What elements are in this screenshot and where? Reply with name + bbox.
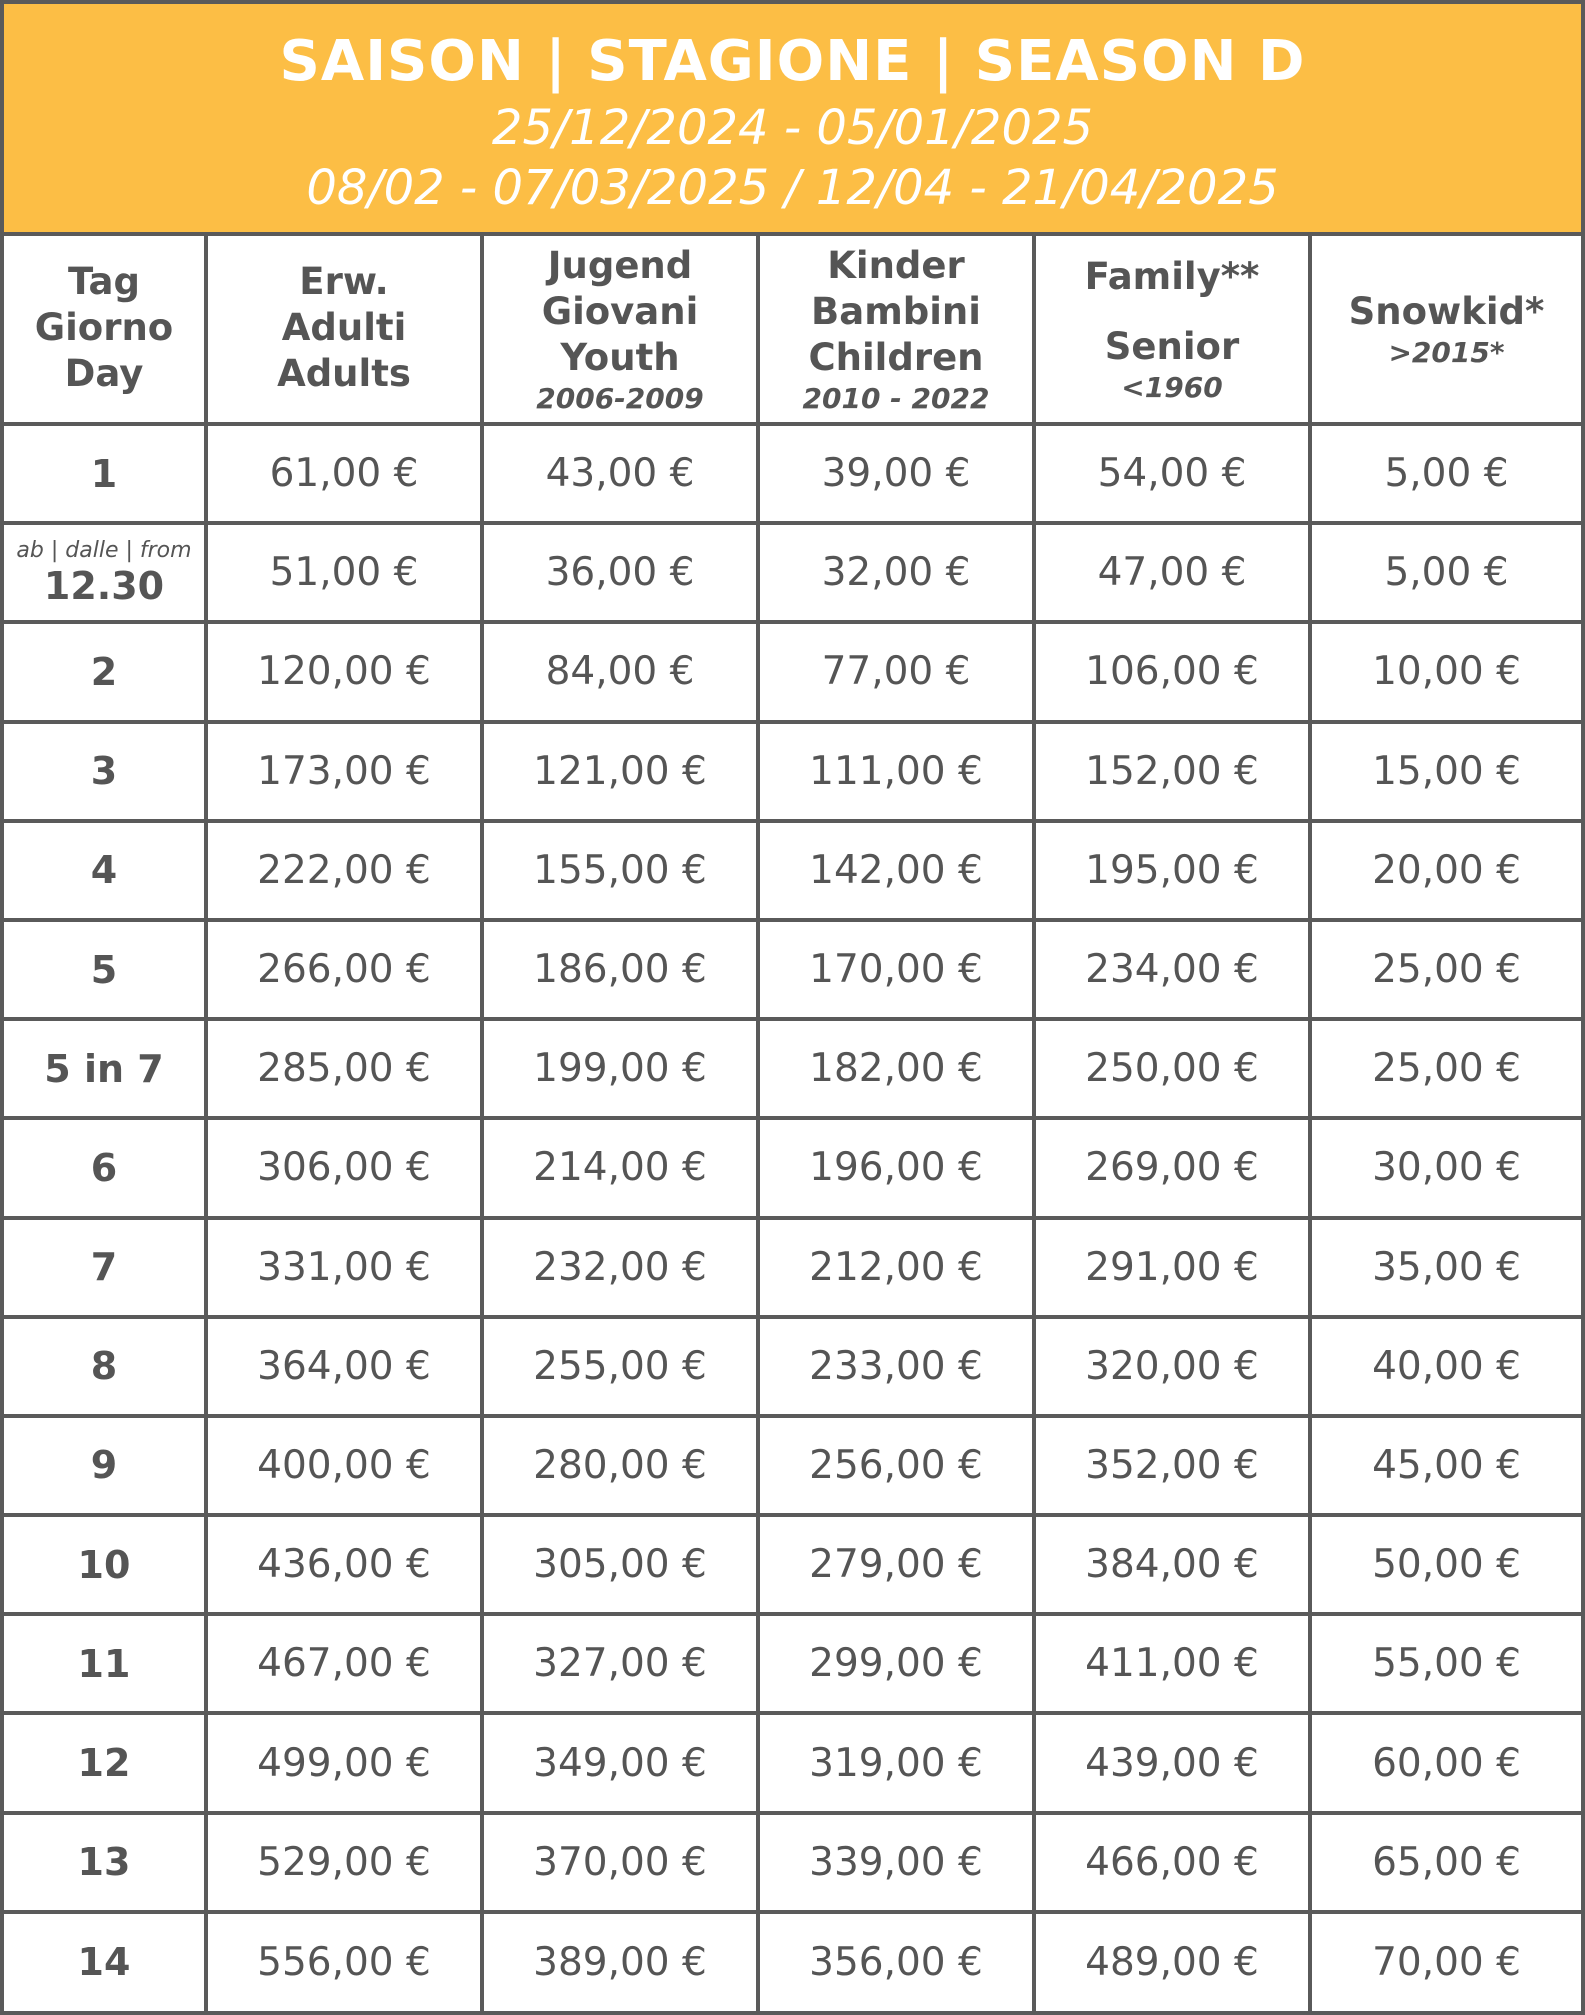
- table-header-row: [4, 236, 1581, 424]
- season-title: SAISON | STAGIONE | SEASON D: [279, 29, 1306, 94]
- day-cell: [4, 523, 206, 622]
- day-label: 7: [90, 1245, 118, 1290]
- price-value: 196,00 €: [809, 1145, 983, 1191]
- price-value: 106,00 €: [1085, 649, 1259, 695]
- column-header-line: Children: [808, 336, 984, 379]
- price-value: 232,00 €: [533, 1244, 707, 1290]
- price-value: 466,00 €: [1085, 1839, 1259, 1885]
- price-cell-youth: [482, 1713, 758, 1812]
- price-value: 255,00 €: [533, 1343, 707, 1389]
- day-label: 1: [90, 451, 118, 496]
- price-cell-family-senior: [1034, 523, 1310, 622]
- price-cell-adults: [206, 1416, 482, 1515]
- column-header-line: Erw.: [299, 260, 389, 303]
- price-value: 370,00 €: [533, 1839, 707, 1885]
- price-cell-youth: [482, 1912, 758, 2011]
- price-cell-children: [758, 1912, 1034, 2011]
- price-cell-adults: [206, 1713, 482, 1812]
- price-cell-youth: [482, 821, 758, 920]
- price-cell-children: [758, 1317, 1034, 1416]
- table-row: [4, 1416, 1581, 1515]
- day-label: 5: [90, 947, 118, 992]
- price-value: 111,00 €: [809, 748, 983, 794]
- price-value: 384,00 €: [1085, 1542, 1259, 1588]
- price-cell-snowkid: [1310, 1218, 1581, 1317]
- price-cell-family-senior: [1034, 722, 1310, 821]
- price-value: 556,00 €: [257, 1939, 431, 1985]
- day-cell: [4, 1614, 206, 1713]
- day-label: 2: [90, 649, 118, 694]
- day-cell: [4, 722, 206, 821]
- price-value: 212,00 €: [809, 1244, 983, 1290]
- price-cell-adults: [206, 821, 482, 920]
- day-label: 8: [90, 1344, 118, 1389]
- price-value: 152,00 €: [1085, 748, 1259, 794]
- table-row: [4, 1019, 1581, 1118]
- price-value: 32,00 €: [821, 550, 971, 596]
- price-value: 36,00 €: [545, 550, 695, 596]
- day-label: 9: [90, 1443, 118, 1488]
- table-row: [4, 821, 1581, 920]
- price-cell-family-senior: [1034, 1515, 1310, 1614]
- price-cell-snowkid: [1310, 1317, 1581, 1416]
- price-value: 51,00 €: [269, 550, 419, 596]
- price-cell-family-senior: [1034, 1614, 1310, 1713]
- price-value: 30,00 €: [1372, 1145, 1521, 1191]
- price-value: 182,00 €: [809, 1046, 983, 1092]
- price-cell-children: [758, 523, 1034, 622]
- table-row: [4, 1912, 1581, 2011]
- column-header-line: Kinder: [827, 244, 965, 287]
- price-value: 529,00 €: [257, 1839, 431, 1885]
- price-cell-youth: [482, 1614, 758, 1713]
- price-value: 199,00 €: [533, 1046, 707, 1092]
- price-cell-youth: [482, 920, 758, 1019]
- column-header-line: Giovani: [541, 290, 699, 333]
- price-cell-family-senior: [1034, 1416, 1310, 1515]
- price-cell-youth: [482, 1515, 758, 1614]
- price-cell-family-senior: [1034, 821, 1310, 920]
- day-cell: [4, 1317, 206, 1416]
- table-row: [4, 1614, 1581, 1713]
- season-dates-primary: 25/12/2024 - 05/01/2025: [491, 100, 1094, 156]
- day-cell: [4, 1218, 206, 1317]
- column-header-labels: [208, 259, 480, 397]
- price-cell-youth: [482, 523, 758, 622]
- day-label: 11: [77, 1641, 131, 1686]
- price-value: 70,00 €: [1372, 1939, 1521, 1985]
- column-header-subtitle: 2006-2009: [536, 382, 704, 415]
- price-cell-youth: [482, 1813, 758, 1912]
- column-header-line: Youth: [560, 336, 680, 379]
- price-value: 352,00 €: [1085, 1442, 1259, 1488]
- column-header-line: Tag: [68, 260, 140, 303]
- price-value: 339,00 €: [809, 1839, 983, 1885]
- price-cell-children: [758, 622, 1034, 721]
- price-cell-family-senior: [1034, 1317, 1310, 1416]
- column-header-children: [758, 236, 1034, 424]
- price-cell-youth: [482, 1118, 758, 1217]
- day-cell: [4, 1416, 206, 1515]
- price-value: 320,00 €: [1085, 1343, 1259, 1389]
- day-label: 12: [77, 1741, 131, 1786]
- column-header-day: [4, 236, 206, 424]
- price-value: 25,00 €: [1372, 947, 1521, 993]
- column-header-labels: [1036, 254, 1308, 370]
- price-table: [4, 236, 1581, 2011]
- price-cell-youth: [482, 424, 758, 523]
- day-cell: [4, 1118, 206, 1217]
- price-value: 319,00 €: [809, 1740, 983, 1786]
- column-header-subtitle: >2015*: [1388, 336, 1505, 369]
- column-header-line: Jugend: [547, 244, 693, 287]
- table-body: [4, 424, 1581, 2011]
- price-value: 25,00 €: [1372, 1046, 1521, 1092]
- price-value: 499,00 €: [257, 1740, 431, 1786]
- day-label: 4: [90, 848, 118, 893]
- price-value: 61,00 €: [269, 451, 419, 497]
- column-header-labels: [760, 243, 1032, 381]
- price-cell-family-senior: [1034, 424, 1310, 523]
- column-header-labels: [4, 259, 204, 397]
- table-row: [4, 1713, 1581, 1812]
- price-cell-children: [758, 1713, 1034, 1812]
- price-cell-snowkid: [1310, 722, 1581, 821]
- column-header-line: Adulti: [281, 306, 407, 349]
- price-cell-snowkid: [1310, 1813, 1581, 1912]
- price-cell-adults: [206, 622, 482, 721]
- price-cell-youth: [482, 1416, 758, 1515]
- price-value: 84,00 €: [545, 649, 695, 695]
- price-value: 266,00 €: [257, 947, 431, 993]
- price-cell-children: [758, 424, 1034, 523]
- price-cell-snowkid: [1310, 1019, 1581, 1118]
- day-cell: [4, 1019, 206, 1118]
- price-value: 5,00 €: [1384, 550, 1509, 596]
- day-cell: [4, 1713, 206, 1812]
- price-value: 439,00 €: [1085, 1740, 1259, 1786]
- price-cell-snowkid: [1310, 1713, 1581, 1812]
- day-label: 6: [90, 1145, 118, 1190]
- price-cell-children: [758, 920, 1034, 1019]
- column-header-labels: [1312, 289, 1581, 335]
- price-value: 20,00 €: [1372, 847, 1521, 893]
- price-cell-youth: [482, 1317, 758, 1416]
- price-cell-snowkid: [1310, 821, 1581, 920]
- column-header-line: Bambini: [811, 290, 981, 333]
- day-label: 3: [90, 749, 118, 794]
- price-value: 489,00 €: [1085, 1939, 1259, 1985]
- price-value: 77,00 €: [821, 649, 971, 695]
- price-value: 299,00 €: [809, 1641, 983, 1687]
- price-cell-family-senior: [1034, 1019, 1310, 1118]
- price-value: 39,00 €: [821, 451, 971, 497]
- day-cell: [4, 622, 206, 721]
- price-value: 364,00 €: [257, 1343, 431, 1389]
- price-value: 43,00 €: [545, 451, 695, 497]
- price-cell-snowkid: [1310, 920, 1581, 1019]
- price-value: 60,00 €: [1372, 1740, 1521, 1786]
- day-cell: [4, 1912, 206, 2011]
- day-cell: [4, 424, 206, 523]
- price-value: 411,00 €: [1085, 1641, 1259, 1687]
- price-value: 436,00 €: [257, 1542, 431, 1588]
- price-cell-children: [758, 1813, 1034, 1912]
- price-cell-family-senior: [1034, 622, 1310, 721]
- day-prefix: ab | dalle | from: [16, 537, 192, 563]
- price-value: 170,00 €: [809, 947, 983, 993]
- price-cell-snowkid: [1310, 1912, 1581, 2011]
- table-row: [4, 523, 1581, 622]
- price-value: 349,00 €: [533, 1740, 707, 1786]
- column-header-line: Snowkid*: [1348, 290, 1545, 333]
- price-cell-snowkid: [1310, 1416, 1581, 1515]
- price-value: 234,00 €: [1085, 947, 1259, 993]
- column-header-line: Adults: [277, 352, 411, 395]
- price-value: 35,00 €: [1372, 1244, 1521, 1290]
- price-value: 142,00 €: [809, 847, 983, 893]
- day-label: 10: [77, 1542, 131, 1587]
- price-cell-children: [758, 1515, 1034, 1614]
- price-value: 121,00 €: [533, 748, 707, 794]
- table-row: [4, 722, 1581, 821]
- price-value: 256,00 €: [809, 1442, 983, 1488]
- day-cell: [4, 1515, 206, 1614]
- price-cell-children: [758, 1118, 1034, 1217]
- table-row: [4, 1218, 1581, 1317]
- column-header-line: Senior: [1104, 325, 1240, 368]
- column-header-snowkid: [1310, 236, 1581, 424]
- price-cell-adults: [206, 1912, 482, 2011]
- price-value: 186,00 €: [533, 947, 707, 993]
- price-value: 291,00 €: [1085, 1244, 1259, 1290]
- price-value: 40,00 €: [1372, 1343, 1521, 1389]
- price-cell-snowkid: [1310, 523, 1581, 622]
- column-header-family-senior: [1034, 236, 1310, 424]
- day-cell: [4, 821, 206, 920]
- column-header-subtitle: <1960: [1121, 371, 1223, 404]
- column-header-subtitle: 2010 - 2022: [802, 382, 990, 415]
- price-value: 195,00 €: [1085, 847, 1259, 893]
- price-cell-adults: [206, 523, 482, 622]
- price-cell-snowkid: [1310, 424, 1581, 523]
- price-value: 222,00 €: [257, 847, 431, 893]
- price-value: 250,00 €: [1085, 1046, 1259, 1092]
- price-cell-children: [758, 722, 1034, 821]
- price-cell-adults: [206, 1813, 482, 1912]
- price-value: 47,00 €: [1097, 550, 1247, 596]
- price-value: 65,00 €: [1372, 1839, 1521, 1885]
- price-value: 306,00 €: [257, 1145, 431, 1191]
- price-value: 389,00 €: [533, 1939, 707, 1985]
- day-cell: [4, 1813, 206, 1912]
- price-cell-children: [758, 1218, 1034, 1317]
- price-value: 280,00 €: [533, 1442, 707, 1488]
- column-header-line: Family**: [1084, 255, 1260, 298]
- price-value: 5,00 €: [1384, 451, 1509, 497]
- column-header-line: Day: [64, 352, 144, 395]
- price-cell-family-senior: [1034, 1713, 1310, 1812]
- table-row: [4, 1118, 1581, 1217]
- price-cell-family-senior: [1034, 1912, 1310, 2011]
- price-value: 55,00 €: [1372, 1641, 1521, 1687]
- price-cell-youth: [482, 1218, 758, 1317]
- day-label: 13: [77, 1840, 131, 1885]
- table-row: [4, 622, 1581, 721]
- price-value: 45,00 €: [1372, 1442, 1521, 1488]
- price-cell-youth: [482, 1019, 758, 1118]
- price-cell-family-senior: [1034, 1218, 1310, 1317]
- season-dates-secondary: 08/02 - 07/03/2025 / 12/04 - 21/04/2025: [306, 160, 1279, 216]
- price-value: 331,00 €: [257, 1244, 431, 1290]
- price-cell-adults: [206, 1515, 482, 1614]
- price-value: 269,00 €: [1085, 1145, 1259, 1191]
- price-cell-adults: [206, 1118, 482, 1217]
- price-cell-family-senior: [1034, 920, 1310, 1019]
- table-row: [4, 920, 1581, 1019]
- price-cell-snowkid: [1310, 622, 1581, 721]
- price-value: 10,00 €: [1372, 649, 1521, 695]
- price-value: 15,00 €: [1372, 748, 1521, 794]
- table-row: [4, 1317, 1581, 1416]
- price-value: 120,00 €: [257, 649, 431, 695]
- table-row: [4, 1515, 1581, 1614]
- price-cell-family-senior: [1034, 1118, 1310, 1217]
- price-cell-adults: [206, 1019, 482, 1118]
- price-cell-adults: [206, 722, 482, 821]
- price-value: 305,00 €: [533, 1542, 707, 1588]
- price-cell-adults: [206, 1614, 482, 1713]
- price-value: 400,00 €: [257, 1442, 431, 1488]
- price-cell-family-senior: [1034, 1813, 1310, 1912]
- day-cell: [4, 920, 206, 1019]
- table-row: [4, 424, 1581, 523]
- price-value: 214,00 €: [533, 1145, 707, 1191]
- price-cell-snowkid: [1310, 1118, 1581, 1217]
- season-banner: [4, 4, 1581, 236]
- price-cell-adults: [206, 1317, 482, 1416]
- column-header-labels: [484, 243, 756, 381]
- price-value: 155,00 €: [533, 847, 707, 893]
- price-value: 233,00 €: [809, 1343, 983, 1389]
- price-cell-snowkid: [1310, 1515, 1581, 1614]
- price-value: 285,00 €: [257, 1046, 431, 1092]
- price-cell-adults: [206, 424, 482, 523]
- price-value: 467,00 €: [257, 1641, 431, 1687]
- price-value: 50,00 €: [1372, 1542, 1521, 1588]
- price-cell-youth: [482, 622, 758, 721]
- column-header-adults: [206, 236, 482, 424]
- price-value: 327,00 €: [533, 1641, 707, 1687]
- day-label: 12.30: [43, 563, 165, 608]
- price-cell-children: [758, 1416, 1034, 1515]
- table-row: [4, 1813, 1581, 1912]
- price-cell-snowkid: [1310, 1614, 1581, 1713]
- price-cell-adults: [206, 920, 482, 1019]
- price-value: 54,00 €: [1097, 451, 1247, 497]
- price-cell-children: [758, 1019, 1034, 1118]
- price-cell-children: [758, 1614, 1034, 1713]
- price-cell-youth: [482, 722, 758, 821]
- price-value: 279,00 €: [809, 1542, 983, 1588]
- column-header-youth: [482, 236, 758, 424]
- column-header-line: Giorno: [34, 306, 174, 349]
- price-value: 356,00 €: [809, 1939, 983, 1985]
- day-label: 5 in 7: [44, 1046, 164, 1091]
- day-label: 14: [77, 1940, 131, 1985]
- price-cell-adults: [206, 1218, 482, 1317]
- price-value: 173,00 €: [257, 748, 431, 794]
- price-cell-children: [758, 821, 1034, 920]
- column-header-line: [1036, 300, 1308, 324]
